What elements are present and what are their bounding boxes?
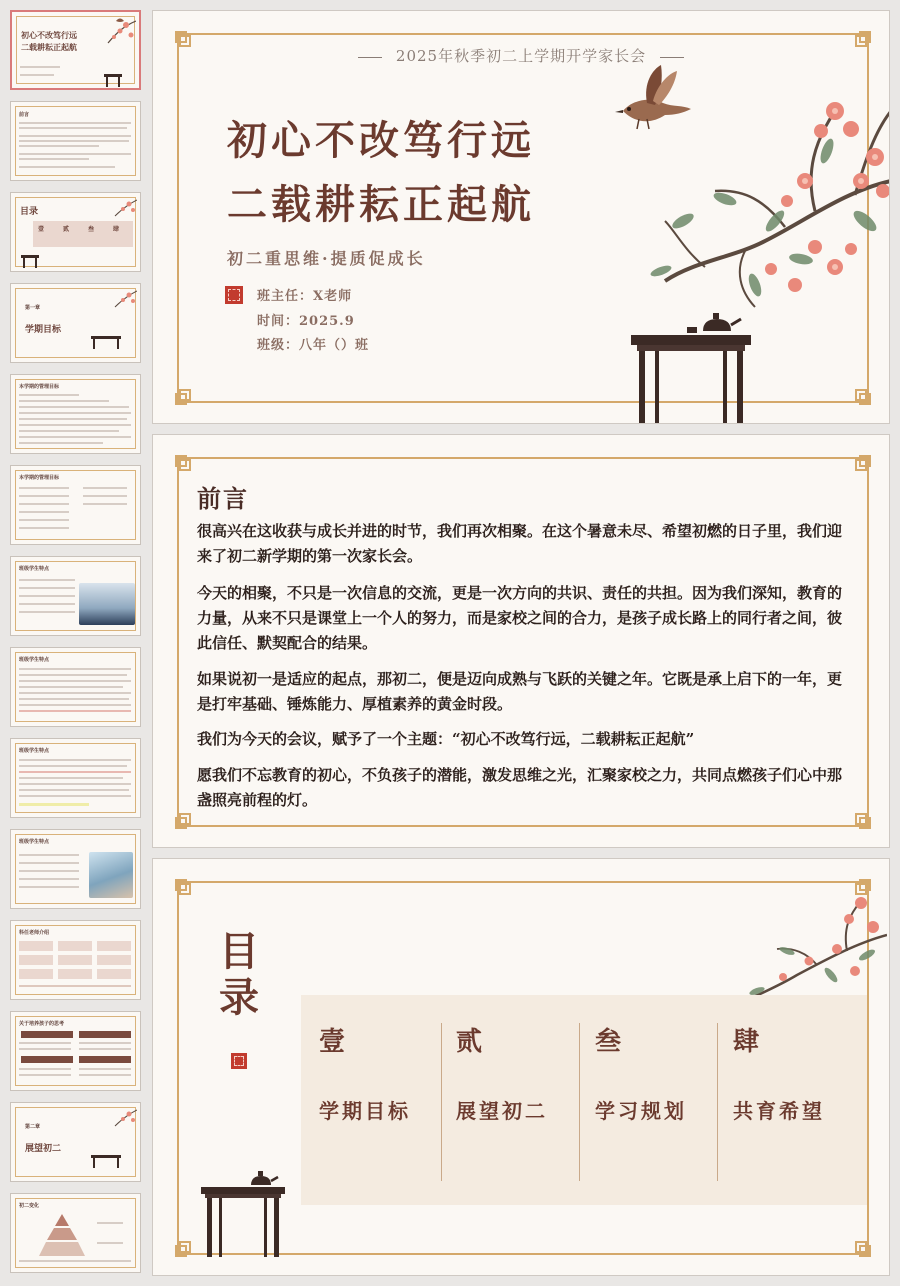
preface-paragraph: 如果说初一是适应的起点，那初二，便是迈向成熟与飞跃的关键之年。它既是承上启下的一年，更是打牢基础、锤炼能力、厚植素养的黄金时段。: [197, 670, 843, 713]
slide-thumbnail-4[interactable]: [10, 283, 141, 363]
cover-header: 2025年秋季初二上学期开学家长会: [153, 45, 889, 66]
cover-teacher: 班主任：X老师: [257, 289, 353, 304]
pyramid-chart-icon: [37, 1212, 87, 1258]
slide-thumbnail-11[interactable]: [10, 920, 141, 1000]
slide-thumbnail-5[interactable]: [10, 374, 141, 454]
tea-table-icon: [21, 255, 39, 270]
cover-time: 时间：2025.9: [257, 314, 355, 329]
thumb-title: 前言: [19, 112, 30, 118]
plum-blossom-icon: [96, 15, 136, 49]
slide-thumbnail-2[interactable]: [10, 101, 141, 181]
thumb-title: 班级学生特点: [19, 657, 50, 663]
thumb-title: 班级学生特点: [19, 839, 50, 845]
slide-thumbnail-13[interactable]: [10, 1102, 141, 1182]
toc-title: 目录: [219, 928, 259, 1021]
tea-table-illustration: [631, 311, 757, 424]
corner-ornament: [851, 809, 871, 829]
toc-item-1[interactable]: [301, 995, 441, 1205]
seal-stamp-icon: [225, 286, 243, 304]
preface-paragraph: 今天的相聚，不只是一次信息的交流，更是一次方向的共识、责任的共担。因为我们深知，教育的力量，从来不只是课堂上一个人的努力，而是家校之间的合力，是孩子成长路上的同行者之间，彼此信任、默契配合的结果。: [197, 584, 843, 652]
thumb-title: 班级学生特点: [19, 566, 50, 572]
slide-thumbnail-3[interactable]: [10, 192, 141, 272]
cover-subtitle: 初二重思维·提质促成长: [227, 249, 426, 268]
thumb-title: 初心不改笃行远: [21, 30, 77, 40]
slide-cover: [152, 10, 890, 424]
study-photo: [89, 852, 133, 898]
slide-thumbnail-12[interactable]: [10, 1011, 141, 1091]
preface-paragraph: 愿我们不忘教育的初心，不负孩子的潜能，激发思维之光，汇聚家校之力，共同点燃孩子们心中那盏照亮前程的灯。: [197, 766, 843, 809]
tea-table-illustration: [201, 1171, 287, 1257]
thumb-num: 肆: [113, 226, 120, 233]
corner-ornament: [175, 385, 195, 405]
corner-ornament: [851, 385, 871, 405]
thumb-num: 叁: [88, 226, 95, 233]
toc-item-2[interactable]: [438, 995, 578, 1205]
slide-thumbnail-8[interactable]: [10, 647, 141, 727]
plum-blossom-icon: [109, 1106, 137, 1128]
corner-ornament: [851, 455, 871, 475]
toc-item-4[interactable]: [715, 995, 855, 1205]
corner-ornament: [851, 1237, 871, 1257]
thumb-title: 科任老师介绍: [19, 930, 50, 936]
corner-ornament: [175, 455, 195, 475]
thumb-title: 关于培养孩子的思考: [19, 1021, 65, 1027]
thumb-chapter-title: 展望初二: [25, 1144, 62, 1154]
thumb-title: 第一章: [25, 305, 41, 311]
plum-blossom-icon: [109, 287, 137, 309]
thumb-chapter-title: 学期目标: [25, 325, 62, 335]
plum-blossom-branch: [565, 71, 890, 321]
cover-class: 班级：八年（）班: [257, 338, 370, 353]
toc-number: 肆: [733, 1027, 760, 1057]
slide-thumbnail-7[interactable]: [10, 556, 141, 636]
toc-panel: [301, 995, 867, 1205]
cover-title-line-2: 二载耕耘正起航: [227, 181, 535, 228]
toc-number: 壹: [319, 1027, 346, 1057]
thumb-title: 目录: [20, 207, 39, 217]
slide-thumbnail-1[interactable]: [10, 10, 141, 90]
corner-ornament: [175, 809, 195, 829]
slide-thumbnail-panel: [0, 0, 148, 1286]
plum-blossom-icon: [109, 196, 137, 218]
slide-thumbnail-9[interactable]: [10, 738, 141, 818]
toc-label: 展望初二: [456, 1099, 548, 1123]
preface-heading: 前言: [197, 484, 249, 513]
tea-table-icon: [91, 336, 121, 351]
toc-number: 贰: [456, 1027, 483, 1057]
cover-title-line-1: 初心不改笃行远: [227, 117, 535, 164]
tea-table-icon: [91, 1155, 121, 1170]
slide-thumbnail-10[interactable]: [10, 829, 141, 909]
thumb-title-2: 二载耕耘正起航: [21, 42, 77, 52]
students-photo: [79, 583, 135, 625]
preface-paragraph: 很高兴在这收获与成长并进的时节，我们再次相聚。在这个暑意未尽、希望初燃的日子里，我们迎来了初二新学期的第一次家长会。: [197, 522, 843, 565]
slide-table-of-contents: [152, 858, 890, 1276]
slide-preface: [152, 434, 890, 848]
toc-item-3[interactable]: [577, 995, 717, 1205]
thumb-title: 本学期的管理目标: [19, 475, 60, 481]
thumb-num: 壹: [38, 226, 45, 233]
thumb-title: 初二变化: [19, 1203, 40, 1209]
slide-thumbnail-14[interactable]: [10, 1193, 141, 1273]
thumb-title: 班级学生特点: [19, 748, 50, 754]
corner-ornament: [175, 1237, 195, 1257]
tea-table-icon: [104, 74, 122, 89]
toc-number: 叁: [595, 1027, 622, 1057]
thumb-num: 贰: [63, 226, 70, 233]
toc-label: 共育希望: [733, 1099, 825, 1123]
toc-label: 学习规划: [595, 1099, 687, 1123]
toc-label: 学期目标: [319, 1099, 411, 1123]
thumb-title: 第二章: [25, 1124, 41, 1130]
thumb-title: 本学期的管理目标: [19, 384, 60, 390]
preface-paragraph: 我们为今天的会议，赋予了一个主题：“初心不改笃行远，二载耕耘正起航”: [197, 730, 695, 748]
corner-ornament: [175, 879, 195, 899]
seal-stamp-icon: [231, 1053, 247, 1069]
slide-thumbnail-6[interactable]: [10, 465, 141, 545]
